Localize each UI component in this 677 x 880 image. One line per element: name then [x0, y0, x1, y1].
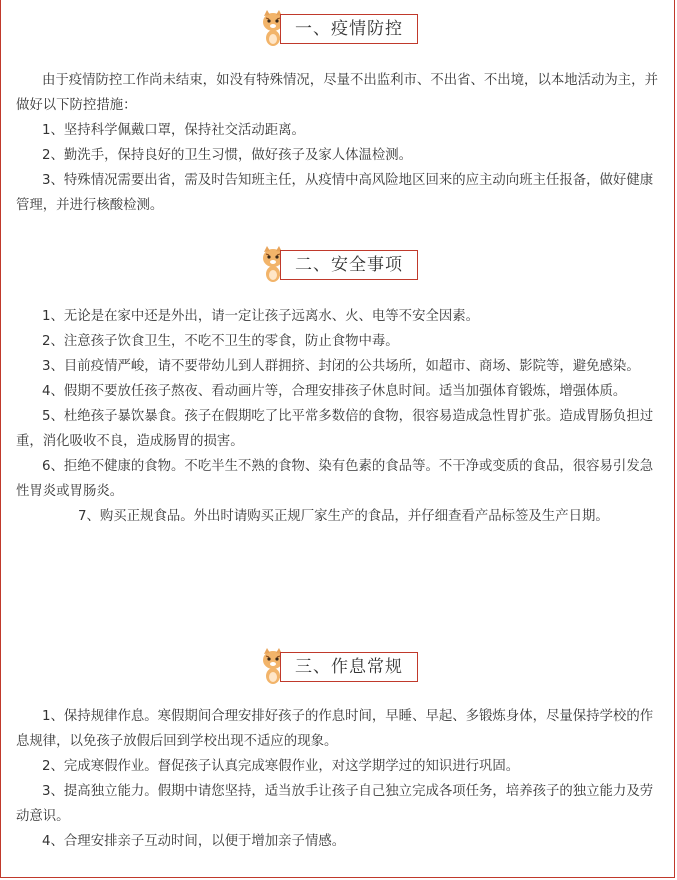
- section-body-routine: [16, 704, 664, 854]
- paragraph: 7、购买正规食品。外出时请购买正规厂家生产的食品，并仔细查看产品标签及生产日期。: [78, 509, 609, 524]
- paragraph: 3、提高独立能力。假期中请您坚持，适当放手让孩子自己独立完成各项任务，培养孩子的独立能力及劳动意识。: [16, 784, 654, 824]
- section-body-safety: [16, 304, 664, 529]
- paragraph: 2、注意孩子饮食卫生，不吃不卫生的零食，防止食物中毒。: [42, 334, 399, 349]
- section-title: 二、安全事项: [280, 250, 418, 280]
- paragraph: 3、目前疫情严峻，请不要带幼儿到人群拥挤、封闭的公共场所，如超市、商场、影院等，避免感染。: [42, 359, 640, 374]
- paragraph: 1、保持规律作息。寒假期间合理安排好孩子的作息时间，早睡、早起、多锻炼身体，尽量保持学校的作息规律，以免孩子放假后回到学校出现不适应的现象。: [16, 709, 654, 749]
- paragraph: 2、完成寒假作业。督促孩子认真完成寒假作业，对这学期学过的知识进行巩固。: [42, 759, 520, 774]
- paragraph: 4、假期不要放任孩子熬夜、看动画片等，合理安排孩子休息时间。适当加强体育锻炼，增强体质。: [42, 384, 627, 399]
- paragraph: 2、勤洗手，保持良好的卫生习惯，做好孩子及家人体温检测。: [42, 148, 413, 163]
- paragraph: 6、拒绝不健康的食物。不吃半生不熟的食物、染有色素的食品等。不干净或变质的食品，很容易引发急性胃炎或胃肠炎。: [16, 459, 654, 499]
- paragraph: 4、合理安排亲子互动时间，以便于增加亲子情感。: [42, 834, 346, 849]
- section-heading-epidemic: [258, 8, 418, 48]
- paragraph: 5、杜绝孩子暴饮暴食。孩子在假期吃了比平常多数倍的食物，很容易造成急性胃扩张。造成胃肠负担过重，消化吸收不良，造成肠胃的损害。: [16, 409, 654, 449]
- paragraph: 1、无论是在家中还是外出，请一定让孩子远离水、火、电等不安全因素。: [42, 309, 480, 324]
- section-body-epidemic: [16, 68, 664, 218]
- section-title: 一、疫情防控: [280, 14, 418, 44]
- section-heading-routine: [258, 646, 418, 686]
- section-heading-safety: [258, 244, 418, 284]
- paragraph: 由于疫情防控工作尚未结束，如没有特殊情况，尽量不出监利市、不出省、不出境，以本地活动为主，并做好以下防控措施：: [16, 73, 658, 113]
- paragraph: 3、特殊情况需要出省，需及时告知班主任，从疫情中高风险地区回来的应主动向班主任报备，做好健康管理，并进行核酸检测。: [16, 173, 654, 213]
- section-title: 三、作息常规: [280, 652, 418, 682]
- paragraph: 1、坚持科学佩戴口罩，保持社交活动距离。: [42, 123, 305, 138]
